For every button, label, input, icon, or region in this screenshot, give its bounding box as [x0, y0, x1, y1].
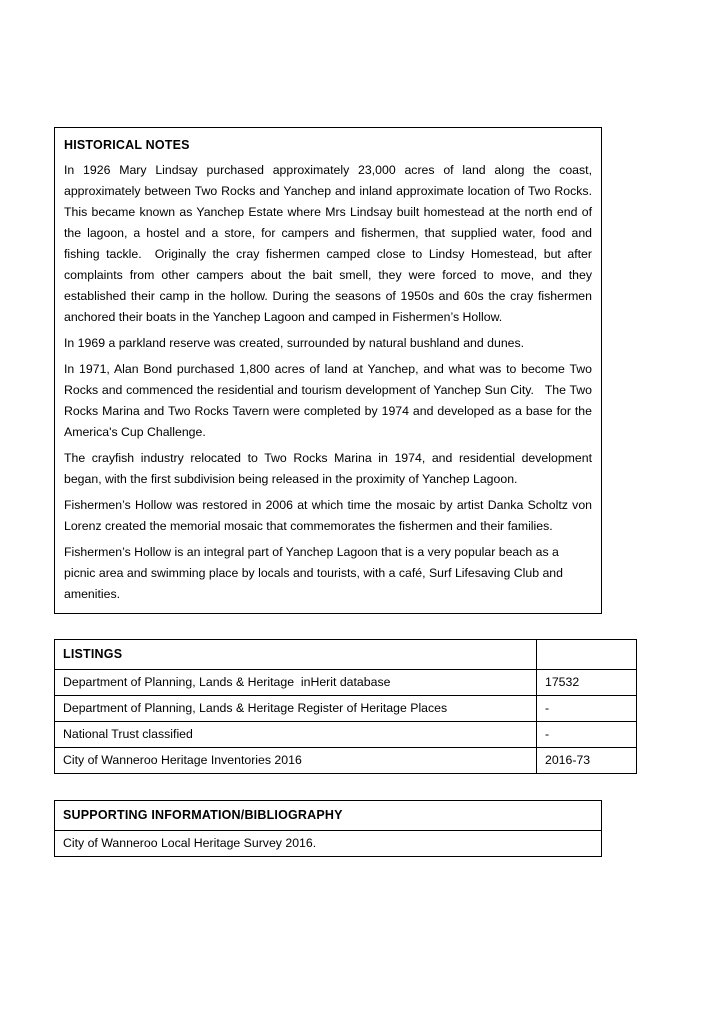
historical-notes-paragraph: Fishermen’s Hollow is an integral part of Yanchep Lagoon that is a very popular beach as a picnic area and swimming place by locals and tourists, with a café, Surf Lifesaving Club and amenities.: [64, 545, 567, 601]
listing-label: National Trust classified: [55, 722, 537, 748]
document-page: [54, 127, 602, 857]
table-row: [55, 670, 637, 696]
listing-label: City of Wanneroo Heritage Inventories 2016: [55, 748, 537, 774]
table-row: [55, 722, 637, 748]
table-row: [55, 748, 637, 774]
historical-notes-paragraph: Fishermen’s Hollow was restored in 2006 at which time the mosaic by artist Danka Scholtz von Lorenz created the memorial mosaic that commemorates the fishermen and their families.: [64, 498, 596, 533]
listings-header-row: [55, 640, 637, 670]
listings-table: [54, 639, 637, 774]
historical-notes-paragraph: In 1969 a parkland reserve was created, surrounded by natural bushland and dunes.: [64, 336, 525, 350]
listing-label: Department of Planning, Lands & Heritage Register of Heritage Places: [55, 696, 537, 722]
listing-value: 2016-73: [537, 748, 637, 774]
table-row: [55, 696, 637, 722]
listings-heading-value-cell: [537, 640, 637, 670]
supporting-information-header-row: [55, 801, 602, 831]
historical-notes-paragraph: In 1926 Mary Lindsay purchased approximately 23,000 acres of land along the coast, approximately between Two Rocks and Yanchep and inland approximate location of Two Rocks. This became known as Yanchep Estate where Mrs Lindsay built homestead at the north end of the lagoon, a hostel and a store, for campers and fishermen, that supplied water, food and fishing tackle. Originally the cray fishermen camped close to Lindsy Homestead, but after complaints from other campers about the bait smell, they were forced to move, and they established their camp in the hollow. During the seasons of 1950s and 60s the cray fishermen anchored their boats in the Yanchep Lagoon and camped in Fishermen’s Hollow.: [64, 163, 596, 324]
listing-value: 17532: [537, 670, 637, 696]
listing-value: -: [537, 696, 637, 722]
historical-notes-section: [54, 127, 602, 614]
historical-notes-heading: HISTORICAL NOTES: [64, 138, 190, 152]
section-gap: [54, 614, 602, 639]
bibliography-entry: City of Wanneroo Local Heritage Survey 2016.: [55, 831, 602, 857]
supporting-information-table: [54, 800, 602, 857]
listing-label: Department of Planning, Lands & Heritage inHerit database: [55, 670, 537, 696]
supporting-information-heading: SUPPORTING INFORMATION/BIBLIOGRAPHY: [55, 801, 602, 831]
historical-notes-paragraph: The crayfish industry relocated to Two Rocks Marina in 1974, and residential development began, with the first subdivision being released in the proximity of Yanchep Lagoon.: [64, 451, 596, 486]
listings-heading: LISTINGS: [55, 640, 537, 670]
historical-notes-paragraph: In 1971, Alan Bond purchased 1,800 acres of land at Yanchep, and what was to become Two Rocks and commenced the residential and tourism development of Yanchep Sun City. The Two Rocks Marina and Two Rocks Tavern were completed by 1974 and developed as a base for the America's Cup Challenge.: [64, 362, 596, 439]
listing-value: -: [537, 722, 637, 748]
table-row: [55, 831, 602, 857]
section-gap: [54, 774, 602, 800]
